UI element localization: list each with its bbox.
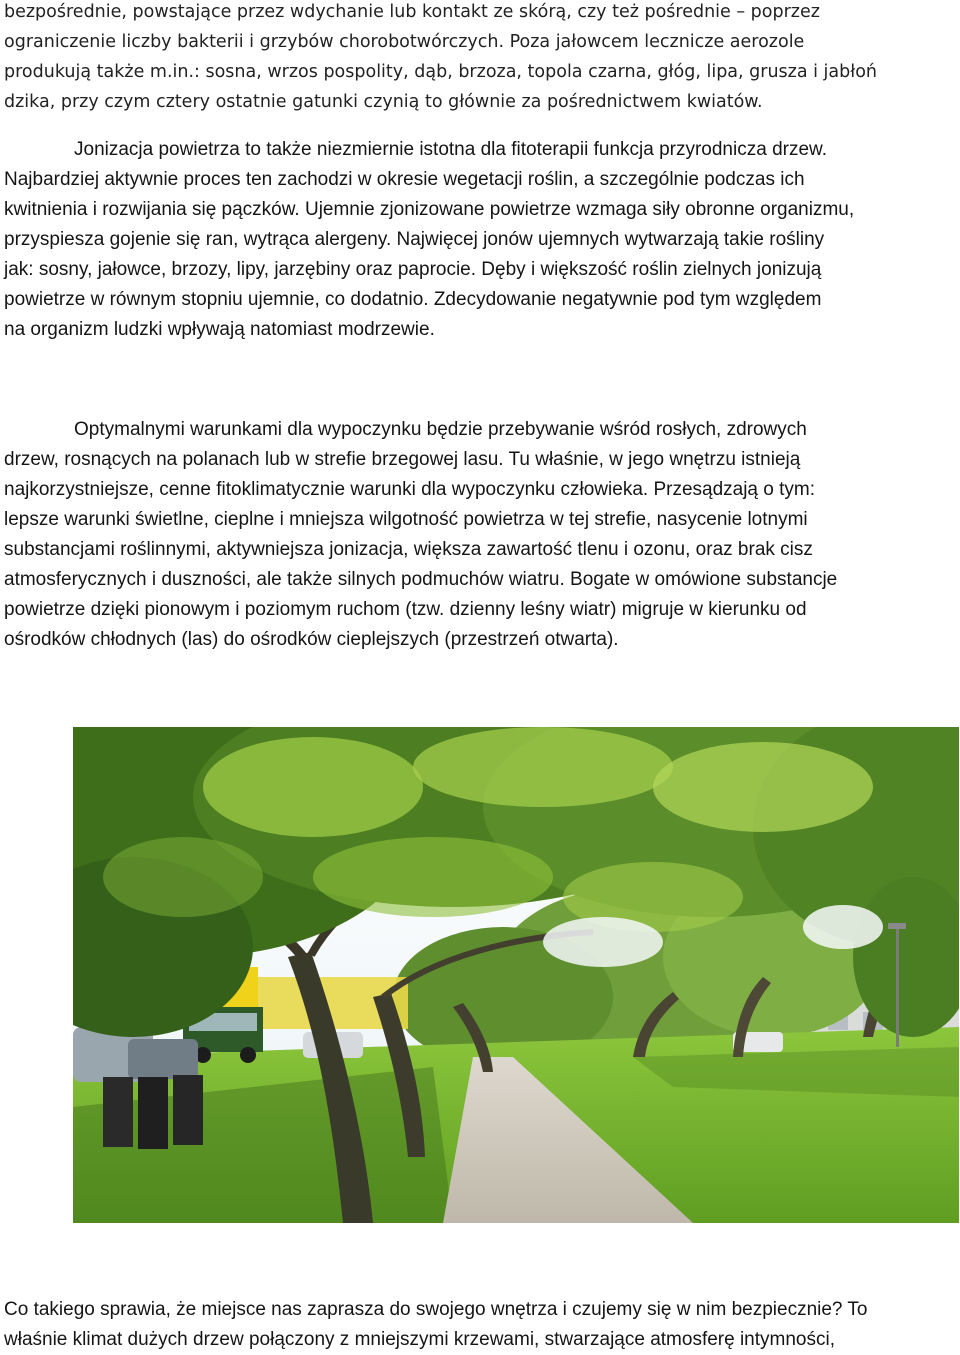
paragraph-1-line-4: dzika, przy czym cztery ostatnie gatunki czynią to głównie za pośrednictwem kwiatów.	[4, 92, 763, 112]
paragraph-3-line-3: najkorzystniejsze, cenne fitoklimatycznie warunki dla wypoczynku człowieka. Przesądzają o tym:	[4, 479, 816, 500]
paragraph-3-line-5: substancjami roślinnymi, aktywniejsza jonizacja, większa zawartość tlenu i ozonu, oraz brak cisz	[4, 539, 813, 560]
paragraph-3-line-8: ośrodków chłodnych (las) do ośrodków cieplejszych (przestrzeń otwarta).	[4, 629, 619, 650]
paragraph-1-line-3: produkują także m.in.: sosna, wrzos pospolity, dąb, brzoza, topola czarna, głóg, lipa, grusza i jabłoń	[4, 62, 878, 82]
paragraph-3-line-1: Optymalnymi warunkami dla wypoczynku będzie przebywanie wśród rosłych, zdrowych	[74, 419, 807, 440]
paragraph-4-line-1: Co takiego sprawia, że miejsce nas zaprasza do swojego wnętrza i czujemy się w nim bezpiecznie? To	[4, 1299, 868, 1320]
paragraph-3-line-2: drzew, rosnących na polanach lub w strefie brzegowej lasu. Tu właśnie, w jego wnętrzu istnieją	[4, 449, 801, 470]
paragraph-3-line-4: lepsze warunki świetlne, cieplne i mniejsza wilgotność powietrza w tej strefie, nasycenie lotnymi	[4, 509, 808, 530]
park-trees-photo	[73, 727, 959, 1223]
paragraph-3-line-7: powietrze dzięki pionowym i poziomym ruchom (tzw. dzienny leśny wiatr) migruje w kierunku od	[4, 599, 807, 620]
paragraph-1-line-2: ograniczenie liczby bakterii i grzybów chorobotwórczych. Poza jałowcem lecznicze aerozole	[4, 32, 805, 52]
paragraph-2-line-3: kwitnienia i rozwijania się pączków. Ujemnie zjonizowane powietrze wzmaga siły obronne organizmu,	[4, 199, 855, 220]
paragraph-2-line-1: Jonizacja powietrza to także niezmiernie istotna dla fitoterapii funkcja przyrodnicza drzew.	[74, 139, 827, 160]
paragraph-3-line-6: atmosferycznych i duszności, ale także silnych podmuchów wiatru. Bogate w omówione substancje	[4, 569, 838, 590]
paragraph-2-line-2: Najbardziej aktywnie proces ten zachodzi w okresie wegetacji roślin, a szczególnie podczas ich	[4, 169, 805, 190]
paragraph-4-line-2: właśnie klimat dużych drzew połączony z mniejszymi krzewami, stwarzające atmosferę intymności,	[4, 1329, 835, 1350]
paragraph-1-line-1: bezpośrednie, powstające przez wdychanie lub kontakt ze skórą, czy też pośrednie – poprzez	[4, 2, 820, 22]
paragraph-2-line-6: powietrze w równym stopniu ujemnie, co dodatnio. Zdecydowanie negatywnie pod tym względem	[4, 289, 822, 310]
paragraph-2-line-5: jak: sosny, jałowce, brzozy, lipy, jarzębiny oraz paprocie. Dęby i większość roślin zielnych jonizują	[4, 259, 822, 280]
paragraph-2-line-4: przyspiesza gojenie się ran, wytrąca alergeny. Najwięcej jonów ujemnych wytwarzają takie rośliny	[4, 229, 825, 250]
paragraph-2-line-7: na organizm ludzki wpływają natomiast modrzewie.	[4, 319, 435, 340]
